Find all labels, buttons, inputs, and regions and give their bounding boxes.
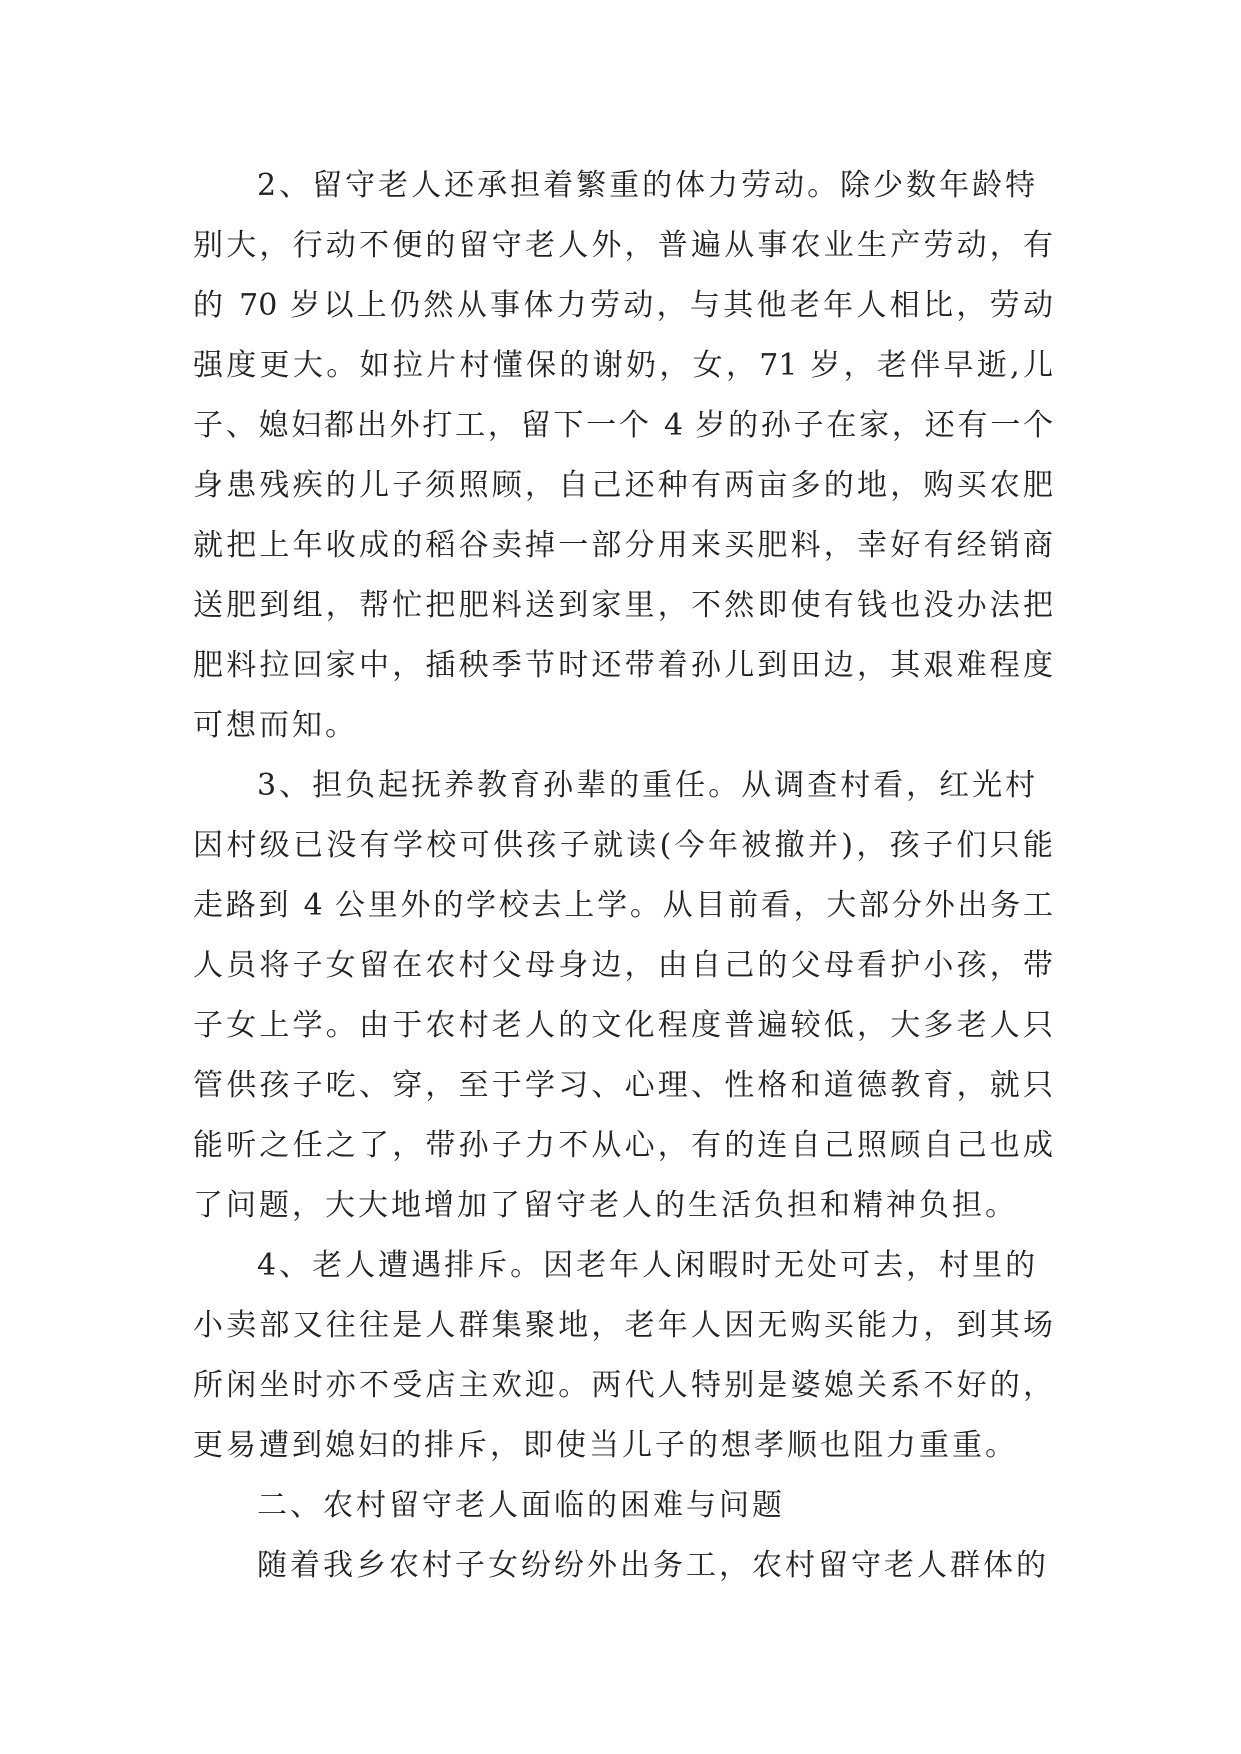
paragraph-4-line-1: 4、老人遭遇排斥。因老年人闲暇时无处可去，村里的 [257,1248,1039,1283]
document-body [193,156,1053,1596]
paragraph-2-line-10: 可想而知。 [193,708,358,743]
paragraph-2-line-3: 的 70 岁以上仍然从事体力劳动，与其他老年人相比，劳动 [193,288,1053,323]
paragraph-3-line-2: 因村级已没有学校可供孩子就读(今年被撤并)，孩子们只能 [193,828,1053,863]
paragraph-2-line-6: 身患残疾的儿子须照顾，自己还种有两亩多的地，购买农肥 [193,468,1053,503]
paragraph-4-line-4: 更易遭到媳妇的排斥，即使当儿子的想孝顺也阻力重重。 [193,1428,1018,1463]
paragraph-2-line-9: 肥料拉回家中，插秧季节时还带着孙儿到田边，其艰难程度 [193,648,1053,683]
paragraph-3-line-3: 走路到 4 公里外的学校去上学。从目前看，大部分外出务工 [193,888,1053,923]
paragraph-2-line-4: 强度更大。如拉片村懂保的谢奶，女，71 岁，老伴早逝,儿 [193,348,1053,383]
paragraph-2-line-2: 别大，行动不便的留守老人外，普遍从事农业生产劳动，有 [193,228,1053,263]
paragraph-4-line-2: 小卖部又往往是人群集聚地，老年人因无购买能力，到其场 [193,1308,1053,1343]
section-heading: 二、农村留守老人面临的困难与问题 [257,1488,785,1523]
paragraph-3-line-5: 子女上学。由于农村老人的文化程度普遍较低，大多老人只 [193,1008,1053,1043]
paragraph-2-line-7: 就把上年收成的稻谷卖掉一部分用来买肥料，幸好有经销商 [193,528,1053,563]
paragraph-3-line-1: 3、担负起抚养教育孙辈的重任。从调查村看，红光村 [257,768,1039,803]
paragraph-2-line-1: 2、留守老人还承担着繁重的体力劳动。除少数年龄特 [257,168,1039,203]
paragraph-5-line-1: 随着我乡农村子女纷纷外出务工，农村留守老人群体的 [257,1548,1049,1583]
paragraph-3-line-6: 管供孩子吃、穿，至于学习、心理、性格和道德教育，就只 [193,1068,1053,1103]
paragraph-3-line-4: 人员将子女留在农村父母身边，由自己的父母看护小孩，带 [193,948,1053,983]
paragraph-3-line-8: 了问题，大大地增加了留守老人的生活负担和精神负担。 [193,1188,1018,1223]
paragraph-3-line-7: 能听之任之了，带孙子力不从心，有的连自己照顾自己也成 [193,1128,1053,1163]
paragraph-2-line-5: 子、媳妇都出外打工，留下一个 4 岁的孙子在家，还有一个 [193,408,1053,443]
paragraph-2-line-8: 送肥到组，帮忙把肥料送到家里，不然即使有钱也没办法把 [193,588,1053,623]
paragraph-4-line-3: 所闲坐时亦不受店主欢迎。两代人特别是婆媳关系不好的， [193,1368,1053,1403]
